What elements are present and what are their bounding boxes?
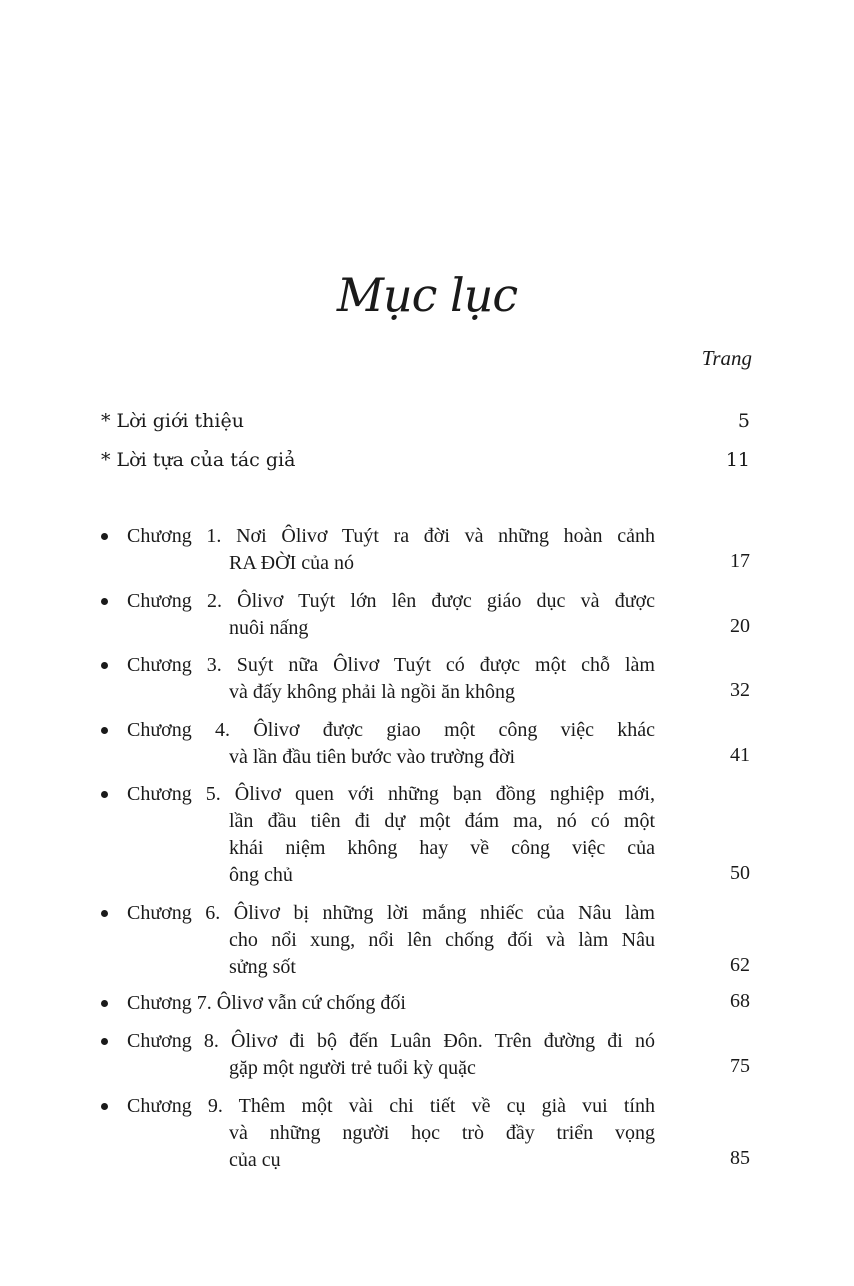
chapter-title-line: Chương 6. Ôlivơ bị những lời mắng nhiếc của Nâu làm bbox=[127, 902, 655, 924]
chapter-title-line: Chương 2. Ôlivơ Tuýt lớn lên được giáo dục và được bbox=[127, 590, 655, 612]
toc-entry-label: * Lời giới thiệu bbox=[101, 410, 244, 432]
bullet-icon bbox=[101, 910, 108, 917]
chapter-title-line: gặp một người trẻ tuổi kỳ quặc bbox=[229, 1057, 476, 1079]
chapter-title-line: của cụ bbox=[229, 1149, 281, 1171]
bullet-icon bbox=[101, 533, 108, 540]
toc-entry-page: 50 bbox=[730, 862, 750, 884]
chapter-title-line: nuôi nấng bbox=[229, 617, 309, 639]
chapter-title-line: và những người học trò đầy triển vọng bbox=[229, 1122, 655, 1144]
toc-entry-page: 11 bbox=[725, 449, 750, 471]
chapter-title bbox=[127, 900, 655, 981]
toc-entry-page: 17 bbox=[730, 550, 750, 572]
toc-entry-page: 5 bbox=[737, 410, 750, 432]
toc-entry-page: 85 bbox=[730, 1147, 750, 1169]
chapter-title-line: Chương 4. Ôlivơ được giao một công việc khác bbox=[127, 719, 655, 741]
bullet-icon bbox=[101, 1000, 108, 1007]
chapter-title-line: và đấy không phải là ngồi ăn không bbox=[229, 681, 516, 703]
chapter-title-line: khái niệm không hay về công việc của bbox=[229, 837, 655, 859]
chapter-title bbox=[127, 588, 655, 642]
chapter-title bbox=[127, 781, 655, 889]
chapter-title-line: Chương 1. Nơi Ôlivơ Tuýt ra đời và những hoàn cảnh bbox=[127, 525, 655, 547]
chapter-title-line: Chương 7. Ôlivơ vẫn cứ chống đối bbox=[127, 992, 406, 1014]
chapter-title bbox=[127, 1028, 655, 1082]
chapter-title bbox=[127, 990, 655, 1017]
page-column-header: Trang bbox=[701, 346, 752, 370]
chapter-title-line: RA ĐỜI của nó bbox=[229, 552, 354, 574]
chapter-title-line: cho nổi xung, nổi lên chống đối và làm Nâu bbox=[229, 929, 655, 951]
toc-entry-page: 20 bbox=[730, 615, 750, 637]
chapter-title-line: Chương 5. Ôlivơ quen với những bạn đồng nghiệp mới, bbox=[127, 783, 655, 805]
toc-entry-page: 62 bbox=[730, 954, 750, 976]
bullet-icon bbox=[101, 1038, 108, 1045]
page-title: Mục lục bbox=[336, 268, 518, 322]
toc-entry-page: 75 bbox=[730, 1055, 750, 1077]
chapter-title-line: Chương 8. Ôlivơ đi bộ đến Luân Đôn. Trên đường đi nó bbox=[127, 1030, 655, 1052]
chapter-title bbox=[127, 523, 655, 577]
bullet-icon bbox=[101, 598, 108, 605]
bullet-icon bbox=[101, 791, 108, 798]
chapter-title-line: Chương 9. Thêm một vài chi tiết về cụ già vui tính bbox=[127, 1095, 655, 1117]
chapter-title-line: và lần đầu tiên bước vào trường đời bbox=[229, 746, 516, 768]
chapter-title-line: Chương 3. Suýt nữa Ôlivơ Tuýt có được một chỗ làm bbox=[127, 654, 655, 676]
chapter-title-line: lần đầu tiên đi dự một đám ma, nó có một bbox=[229, 810, 655, 832]
toc-entry-label: * Lời tựa của tác giả bbox=[101, 449, 296, 471]
chapter-title-line: ông chủ bbox=[229, 864, 293, 886]
chapter-title bbox=[127, 1093, 655, 1174]
toc-entry-page: 41 bbox=[730, 744, 750, 766]
chapter-title-line: sửng sốt bbox=[229, 956, 296, 978]
chapter-title bbox=[127, 652, 655, 706]
bullet-icon bbox=[101, 662, 108, 669]
bullet-icon bbox=[101, 1103, 108, 1110]
toc-entry-page: 32 bbox=[730, 679, 750, 701]
bullet-icon bbox=[101, 727, 108, 734]
toc-entry-page: 68 bbox=[730, 990, 750, 1012]
chapter-title bbox=[127, 717, 655, 771]
